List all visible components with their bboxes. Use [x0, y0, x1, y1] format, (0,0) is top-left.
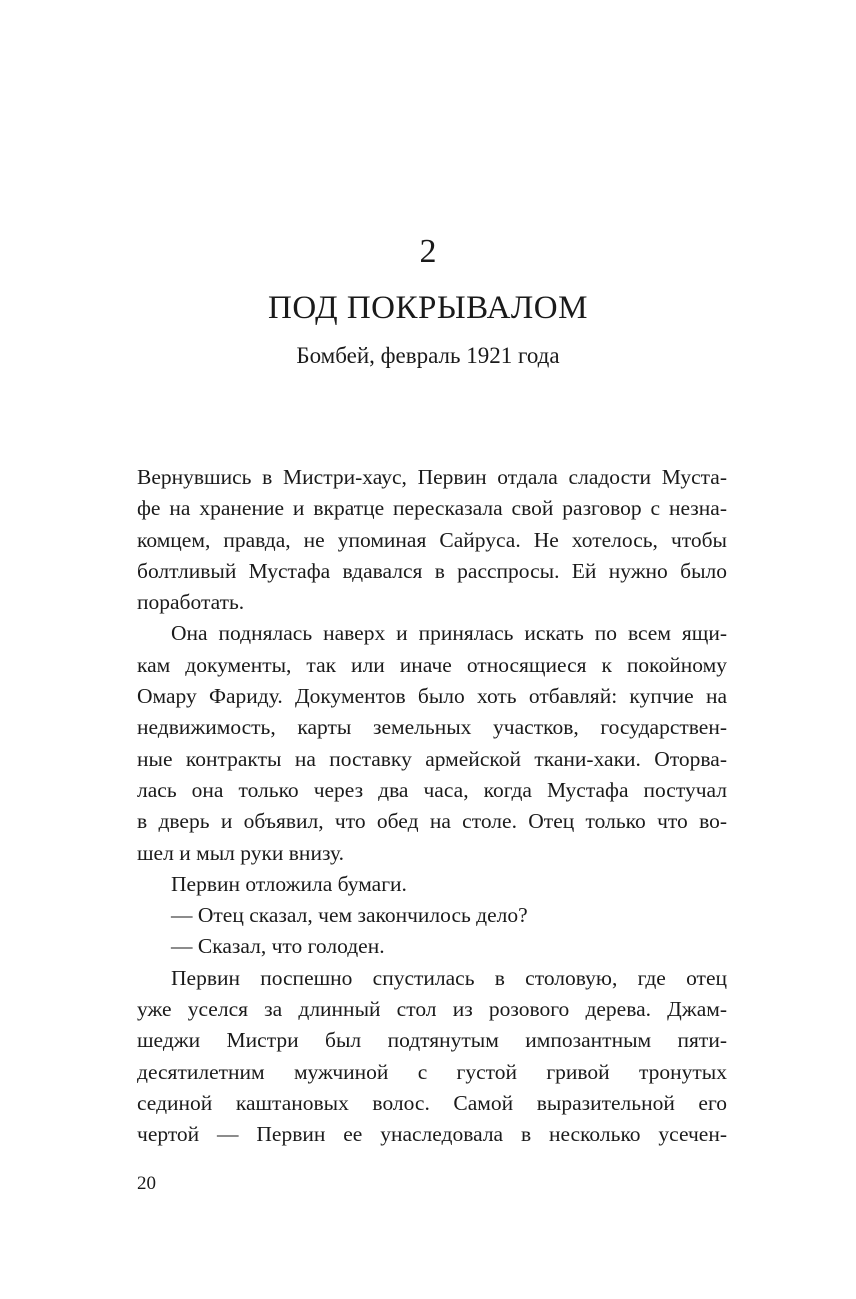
text-line: сединой каштановых волос. Самой выразительной его [137, 1090, 727, 1115]
text-line: чертой — Первин ее унаследовала в несколько усечен- [137, 1122, 727, 1147]
chapter-number: 2 [419, 233, 437, 270]
text-line: ные контракты на поставку армейской ткани-хаки. Оторва- [137, 746, 727, 771]
page-number: 20 [137, 1173, 156, 1194]
text-line: лась она только через два часа, когда Мустафа постучал [137, 777, 727, 802]
text-line: шел и мыл руки внизу. [137, 840, 344, 865]
chapter-subtitle: Бомбей, февраль 1921 года [296, 343, 560, 368]
text-line: шеджи Мистри был подтянутым импозантным пяти- [137, 1028, 727, 1053]
text-line: Она поднялась наверх и принялась искать по всем ящи- [171, 621, 727, 646]
text-line: фе на хранение и вкратце пересказала свой разговор с незна- [137, 496, 727, 521]
text-line: — Сказал, что голоден. [171, 934, 385, 959]
text-line: Вернувшись в Мистри-хаус, Первин отдала сладости Муста- [137, 465, 727, 489]
text-line: комцем, правда, не упоминая Сайруса. Не хотелось, чтобы [137, 527, 727, 552]
text-line: болтливый Мустафа вдавался в расспросы. Ей нужно было [137, 558, 727, 583]
text-line: в дверь и объявил, что обед на столе. Отец только что во- [137, 809, 727, 834]
text-line: Первин поспешно спустилась в столовую, где отец [171, 965, 727, 990]
text-line: Омару Фариду. Документов было хоть отбавляй: купчие на [137, 684, 727, 709]
body-text [137, 462, 727, 1151]
text-line: кам документы, так или иначе относящиеся к покойному [137, 652, 727, 677]
chapter-title: ПОД ПОКРЫВАЛОМ [268, 290, 588, 326]
text-line: — Отец сказал, чем закончилось дело? [171, 903, 528, 928]
text-line: недвижимость, карты земельных участков, государствен- [137, 715, 727, 740]
text-line: поработать. [137, 590, 245, 615]
text-line: Первин отложила бумаги. [171, 871, 407, 896]
text-line: уже уселся за длинный стол из розового дерева. Джам- [137, 997, 727, 1022]
text-line: десятилетним мужчиной с густой гривой тронутых [137, 1059, 727, 1084]
